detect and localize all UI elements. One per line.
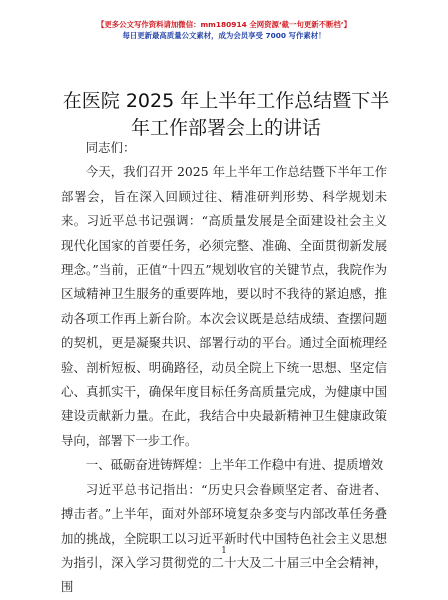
page-number: 1 bbox=[221, 546, 227, 556]
promo-banner bbox=[0, 20, 448, 41]
promo-banner-line-1: 【更多公文写作资料请加微信：mm180914 全网资源‘截一句更新不断档’】 bbox=[97, 20, 351, 29]
document-title: 在医院 2025 年上半年工作总结暨下半年工作部署会上的讲话 bbox=[62, 90, 390, 139]
section-paragraph: 习近平总书记指出：“历史只会眷顾坚定者、奋进者、搏击者。”上半年，面对外部环境复杂多变与内部改革任务叠加的挑战，全院职工以习近平新时代中国特色社会主义思想为指引，深入学习贯彻党的二十大及二十届三中全会精神，围 bbox=[61, 481, 387, 595]
greeting: 同志们： bbox=[85, 140, 136, 155]
section-heading: 一、砥砺奋进铸辉煌：上半年工作稳中有进、提质增效 bbox=[85, 457, 384, 473]
promo-banner-line-2: 每日更新最高质量公文素材，成为会员享受 7000 写作素材！ bbox=[122, 31, 326, 40]
intro-paragraph: 今天，我们召开 2025 年上半年工作总结暨下半年工作部署会，旨在深入回顾过往、精准研判形势、科学规划未来。习近平总书记强调：“高质量发展是全面建设社会主义现代化国家的首要任务，必须完整、准确、全面贯彻新发展理念。”当前，正值“十四五”规划收官的关键节点，我院作为区域精神卫生服务的重要阵地，要以时不我待的紧迫感，推动各项工作再上新台阶。本次会议既是总结成绩、查摆问题的契机，更是凝聚共识、部署行动的平台。通过全面梳理经验、剖析短板、明确路径，动员全院上下统一思想、坚定信心、真抓实干，确保年度目标任务高质量完成，为健康中国建设贡献新力量。在此，我结合中央最新精神卫生健康政策导向，部署下一步工作。 bbox=[61, 164, 387, 448]
document-body bbox=[61, 136, 387, 600]
